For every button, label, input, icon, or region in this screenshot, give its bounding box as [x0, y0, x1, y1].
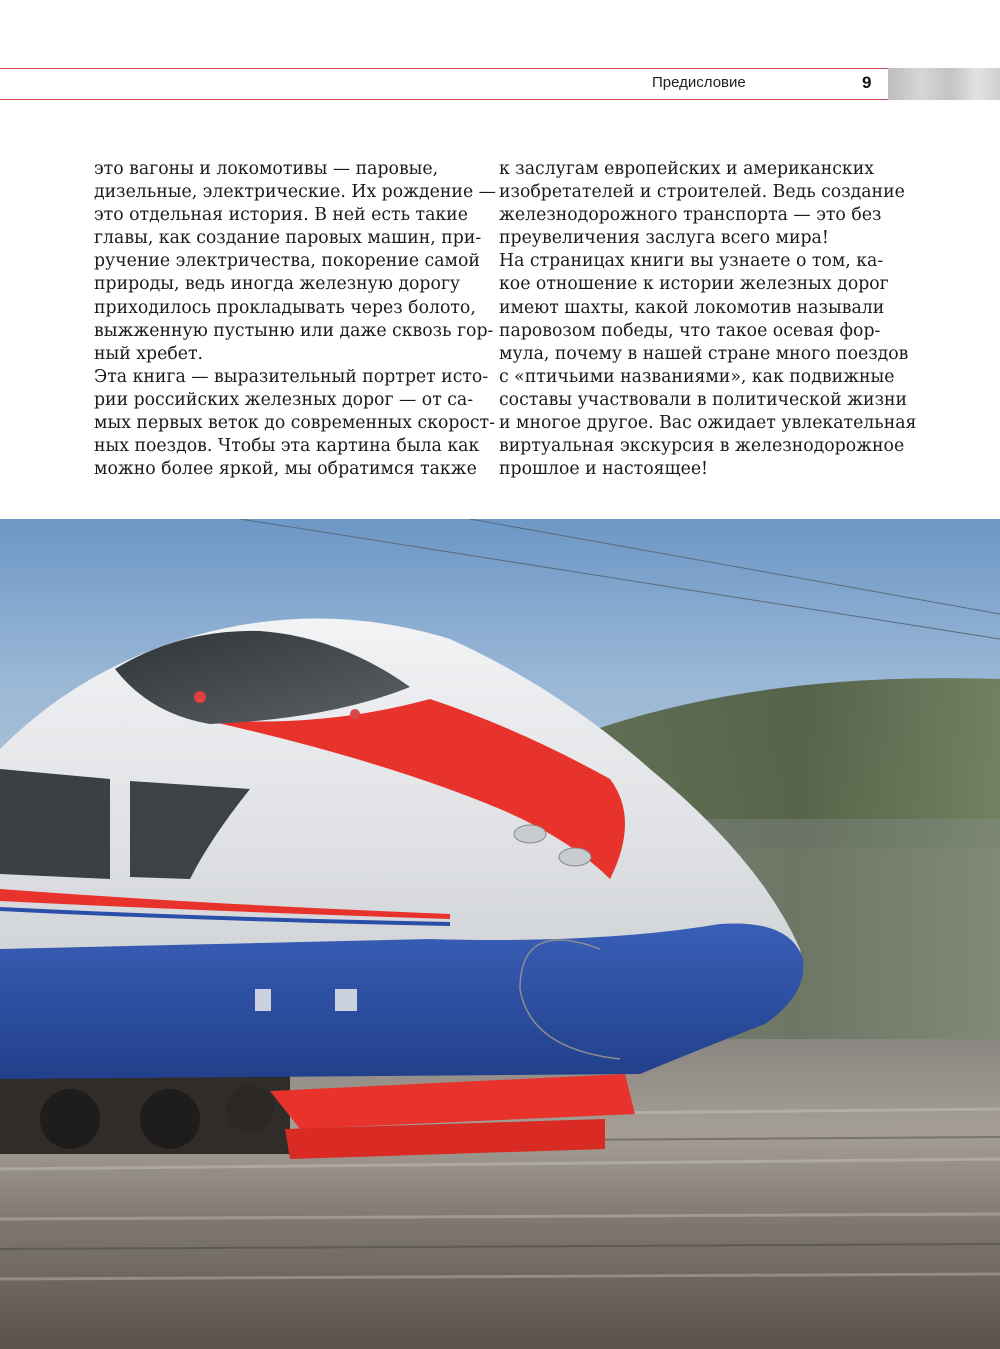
text-line: составы участвовали в политической жизни — [499, 389, 908, 410]
header-gray-band — [888, 68, 1000, 100]
text-column-right — [499, 158, 919, 481]
text-line: дизельные, электрические. Их рождение — — [94, 182, 496, 203]
text-line: имеют шахты, какой локомотив называли — [499, 297, 885, 318]
text-line: приходилось прокладывать через болото, — [94, 297, 476, 318]
header-rule-bottom — [0, 99, 890, 100]
header-rule-top — [0, 68, 890, 69]
text-line: мых первых веток до современных скорост- — [94, 413, 495, 434]
train-illustration — [0, 519, 1000, 1349]
text-line: это вагоны и локомотивы — паровые, — [94, 159, 439, 179]
text-line: железнодорожного транспорта — это без — [499, 205, 882, 226]
text-line: ный хребет. — [94, 343, 204, 364]
section-title: Предисловие — [652, 74, 746, 91]
text-line: прошлое и настоящее! — [499, 459, 708, 480]
text-line: с «птичьими названиями», как подвижные — [499, 366, 895, 387]
text-line: паровозом победы, что такое осевая фор- — [499, 320, 881, 341]
text-line: рии российских железных дорог — от са- — [94, 389, 474, 410]
text-line: виртуальная экскурсия в железнодорожное — [499, 436, 905, 457]
text-line: это отдельная история. В ней есть такие — [94, 205, 468, 226]
text-line: кое отношение к истории железных дорог — [499, 274, 889, 295]
text-line: и многое другое. Вас ожидает увлекательная — [499, 413, 917, 434]
text-line: выжженную пустыню или даже сквозь гор- — [94, 320, 494, 341]
text-line: к заслугам европейских и американских — [499, 159, 874, 179]
text-line: мула, почему в нашей стране много поездов — [499, 343, 909, 364]
text-line: можно более яркой, мы обратимся также — [94, 459, 477, 480]
text-line: ручение электричества, покорение самой — [94, 251, 480, 272]
text-column-left — [94, 158, 514, 481]
text-line: ных поездов. Чтобы эта картина была как — [94, 436, 480, 457]
text-line: изобретателей и строителей. Ведь создание — [499, 182, 905, 203]
text-line: На страницах книги вы узнаете о том, ка- — [499, 251, 884, 272]
text-line: главы, как создание паровых машин, при- — [94, 228, 482, 249]
high-speed-train-photo — [0, 519, 1000, 1349]
text-line: преувеличения заслуга всего мира! — [499, 228, 829, 249]
text-line: Эта книга — выразительный портрет исто- — [94, 366, 489, 387]
page-number: 9 — [862, 73, 872, 92]
text-line: природы, ведь иногда железную дорогу — [94, 274, 461, 295]
